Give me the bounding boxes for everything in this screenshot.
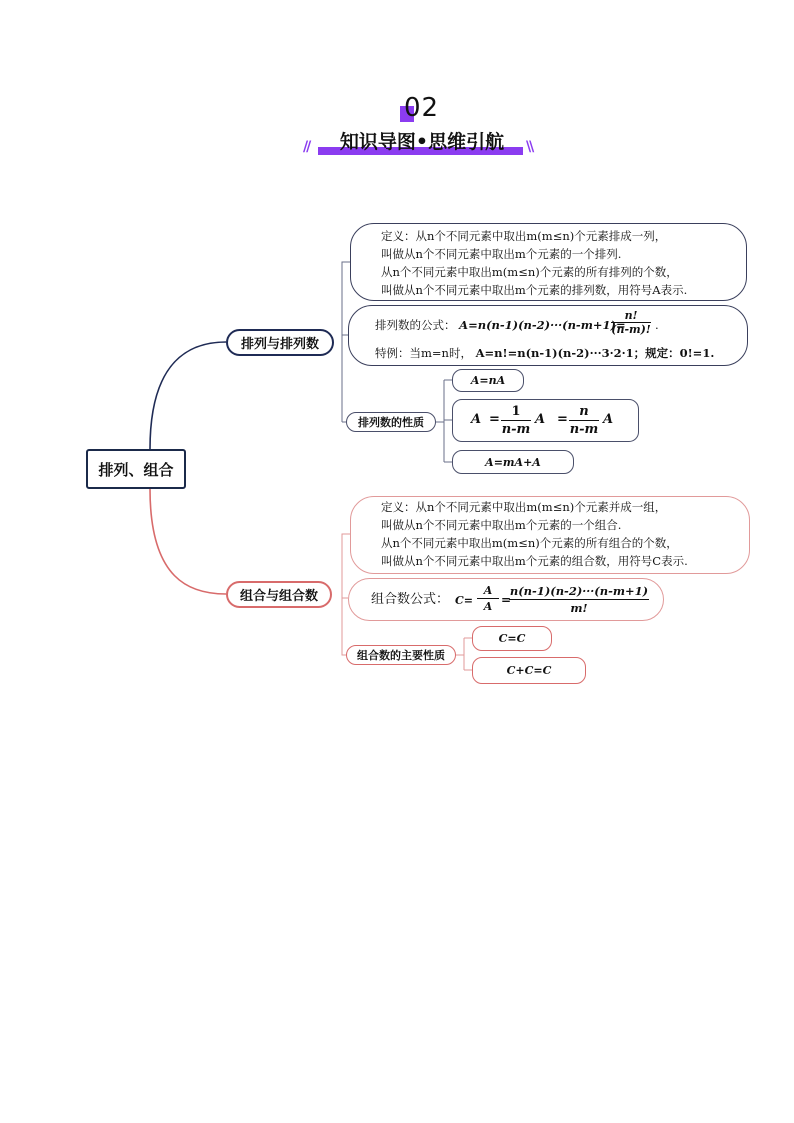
perm-formula-prefix: 排列数的公式： [375, 318, 456, 332]
branch-combination: 组合与组合数 [226, 581, 332, 608]
permutation-formula-card: 排列数的公式： A=n(n-1)(n-2)···(n-m+1)= n! (n-m)! . 特例：当m=n时， A=n!=n(n-1)(n-2)···3·2·1；规定：0!=1. [348, 305, 748, 366]
comb-property-2: C+C=C [472, 657, 586, 684]
section-number: 02 [404, 93, 440, 123]
right-mark: \\ [526, 139, 533, 155]
permutation-properties-label: 排列数的性质 [346, 412, 436, 432]
branch-permutation: 排列与排列数 [226, 329, 334, 356]
comb-def-line1: 定义：从n个不同元素中取出m(m≤n)个元素并成一组， [381, 500, 667, 514]
perm-special-expr: A=n!=n(n-1)(n-2)···3·2·1；规定：0!=1. [475, 346, 715, 360]
perm-property-2: A = 1 n-m A = n n-m A [452, 399, 639, 442]
combination-formula-card: 组合数公式： C= A A = n(n-1)(n-2)···(n-m+1) m! [348, 578, 664, 621]
combination-properties-label: 组合数的主要性质 [346, 645, 456, 665]
perm-formula-expr: A=n(n-1)(n-2)···(n-m+1)= [459, 318, 626, 332]
perm-def-line4: 叫做从n个不同元素中取出m个元素的排列数，用符号A表示. [381, 283, 688, 297]
combination-definition-card [350, 496, 750, 574]
page-title: 知识导图•思维引航 [339, 131, 505, 153]
root-node: 排列、组合 [86, 449, 186, 489]
perm-formula-fraction: n! (n-m)! [611, 309, 651, 336]
permutation-definition-card [350, 223, 747, 301]
comb-def-line3: 从n个不同元素中取出m(m≤n)个元素的所有组合的个数， [381, 536, 678, 550]
perm-def-line3: 从n个不同元素中取出m(m≤n)个元素的所有排列的个数， [381, 265, 678, 279]
left-mark: // [303, 139, 310, 155]
perm-def-line1: 定义：从n个不同元素中取出m(m≤n)个元素排成一列， [381, 229, 667, 243]
perm-property-3: A=mA+A [452, 450, 574, 474]
comb-property-1: C=C [472, 626, 552, 651]
comb-def-line4: 叫做从n个不同元素中取出m个元素的组合数，用符号C表示. [381, 554, 688, 568]
perm-property-1: A=nA [452, 369, 524, 392]
comb-formula-prefix: 组合数公式： [371, 592, 450, 607]
comb-def-line2: 叫做从n个不同元素中取出m个元素的一个组合. [381, 518, 622, 532]
perm-def-line2: 叫做从n个不同元素中取出m个元素的一个排列. [381, 247, 622, 261]
perm-special-prefix: 特例：当m=n时， [375, 346, 472, 360]
